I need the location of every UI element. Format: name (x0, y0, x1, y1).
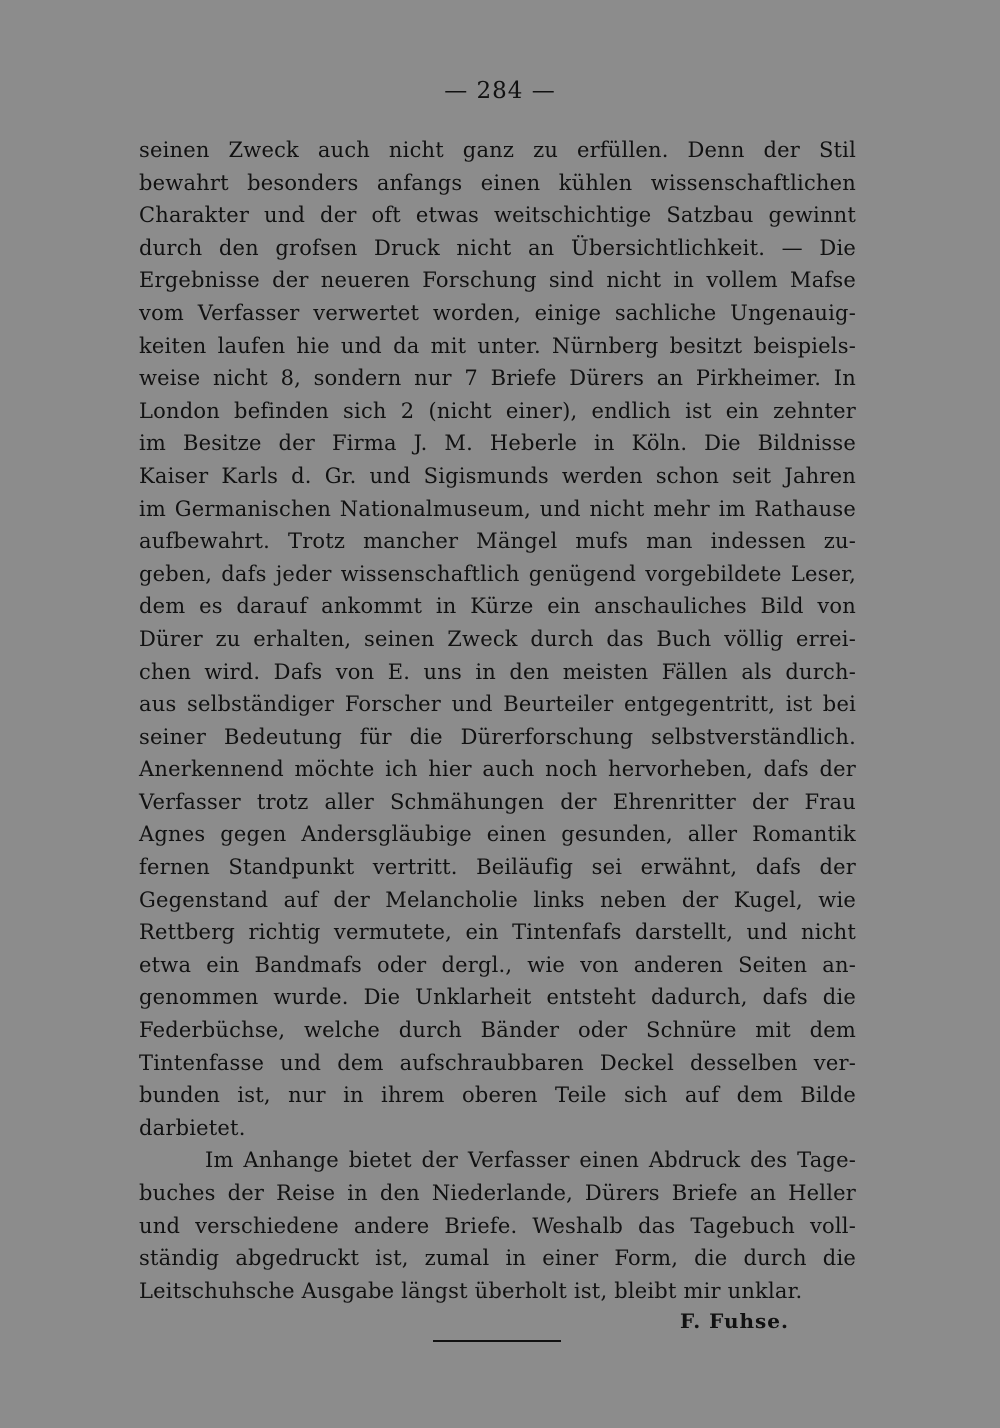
text-line: Anerkennend möchte ich hier auch noch hervorheben, dafs der (139, 757, 856, 782)
text-line: Charakter und der oft etwas weitschichtige Satzbau gewinnt (139, 203, 856, 228)
text-line: Tintenfasse und dem aufschraubbaren Deckel desselben ver- (139, 1050, 856, 1075)
text-line: aus selbständiger Forscher und Beurteiler entgegentritt, ist bei (139, 692, 856, 717)
text-line: weise nicht 8, sondern nur 7 Briefe Dürers an Pirkheimer. In (139, 366, 856, 391)
text-line: Dürer zu erhalten, seinen Zweck durch das Buch völlig errei- (139, 626, 856, 651)
author-signature: F. Fuhse. (680, 1309, 789, 1333)
text-line: vom Verfasser verwertet worden, einige sachliche Ungenauig- (139, 300, 856, 325)
text-line: dem es darauf ankommt in Kürze ein anschauliches Bild von (139, 594, 856, 619)
text-line: etwa ein Bandmafs oder dergl., wie von anderen Seiten an- (139, 952, 856, 977)
paragraph-end-line: Leitschuhsche Ausgabe längst überholt ist, bleibt mir unklar. (139, 1278, 803, 1303)
paragraph-end-line: darbietet. (139, 1115, 246, 1140)
text-line: und verschiedene andere Briefe. Weshalb das Tagebuch voll- (139, 1213, 856, 1238)
text-line: ständig abgedruckt ist, zumal in einer Form, die durch die (139, 1246, 856, 1271)
body-text (139, 134, 856, 1307)
text-line: seiner Bedeutung für die Dürerforschung selbstverständlich. (139, 724, 856, 749)
text-line: bewahrt besonders anfangs einen kühlen wissenschaftlichen (139, 170, 856, 195)
text-line: durch den grofsen Druck nicht an Übersichtlichkeit. — Die (139, 235, 856, 260)
text-line: fernen Standpunkt vertritt. Beiläufig sei erwähnt, dafs der (139, 855, 856, 880)
page-number: — 284 — (444, 78, 556, 104)
section-divider (433, 1340, 561, 1342)
text-line: im Besitze der Firma J. M. Heberle in Köln. Die Bildnisse (139, 431, 856, 456)
text-line: London befinden sich 2 (nicht einer), endlich ist ein zehnter (139, 398, 856, 423)
text-line: Verfasser trotz aller Schmähungen der Ehrenritter der Frau (139, 789, 856, 814)
text-line: bunden ist, nur in ihrem oberen Teile sich auf dem Bilde (139, 1083, 856, 1108)
text-line: Ergebnisse der neueren Forschung sind nicht in vollem Mafse (139, 268, 856, 293)
text-line: Kaiser Karls d. Gr. und Sigismunds werden schon seit Jahren (139, 463, 856, 488)
text-line: aufbewahrt. Trotz mancher Mängel mufs man indessen zu- (139, 529, 856, 554)
text-line: chen wird. Dafs von E. uns in den meisten Fällen als durch- (139, 659, 856, 684)
text-line: Agnes gegen Andersgläubige einen gesunden, aller Romantik (139, 822, 856, 847)
text-line: keiten laufen hie und da mit unter. Nürnberg besitzt beispiels- (139, 333, 856, 358)
paragraph-start-line: Im Anhange bietet der Verfasser einen Abdruck des Tage- (205, 1148, 856, 1173)
text-line: genommen wurde. Die Unklarheit entsteht dadurch, dafs die (139, 985, 856, 1010)
text-line: seinen Zweck auch nicht ganz zu erfüllen. Denn der Stil (139, 138, 856, 162)
text-line: Rettberg richtig vermutete, ein Tintenfafs darstellt, und nicht (139, 920, 856, 945)
text-line: Gegenstand auf der Melancholie links neben der Kugel, wie (139, 887, 856, 912)
text-line: geben, dafs jeder wissenschaftlich genügend vorgebildete Leser, (139, 561, 856, 586)
text-line: im Germanischen Nationalmuseum, und nicht mehr im Rathause (139, 496, 856, 521)
text-line: Federbüchse, welche durch Bänder oder Schnüre mit dem (139, 1018, 856, 1043)
text-line: buches der Reise in den Niederlande, Dürers Briefe an Heller (139, 1181, 856, 1205)
